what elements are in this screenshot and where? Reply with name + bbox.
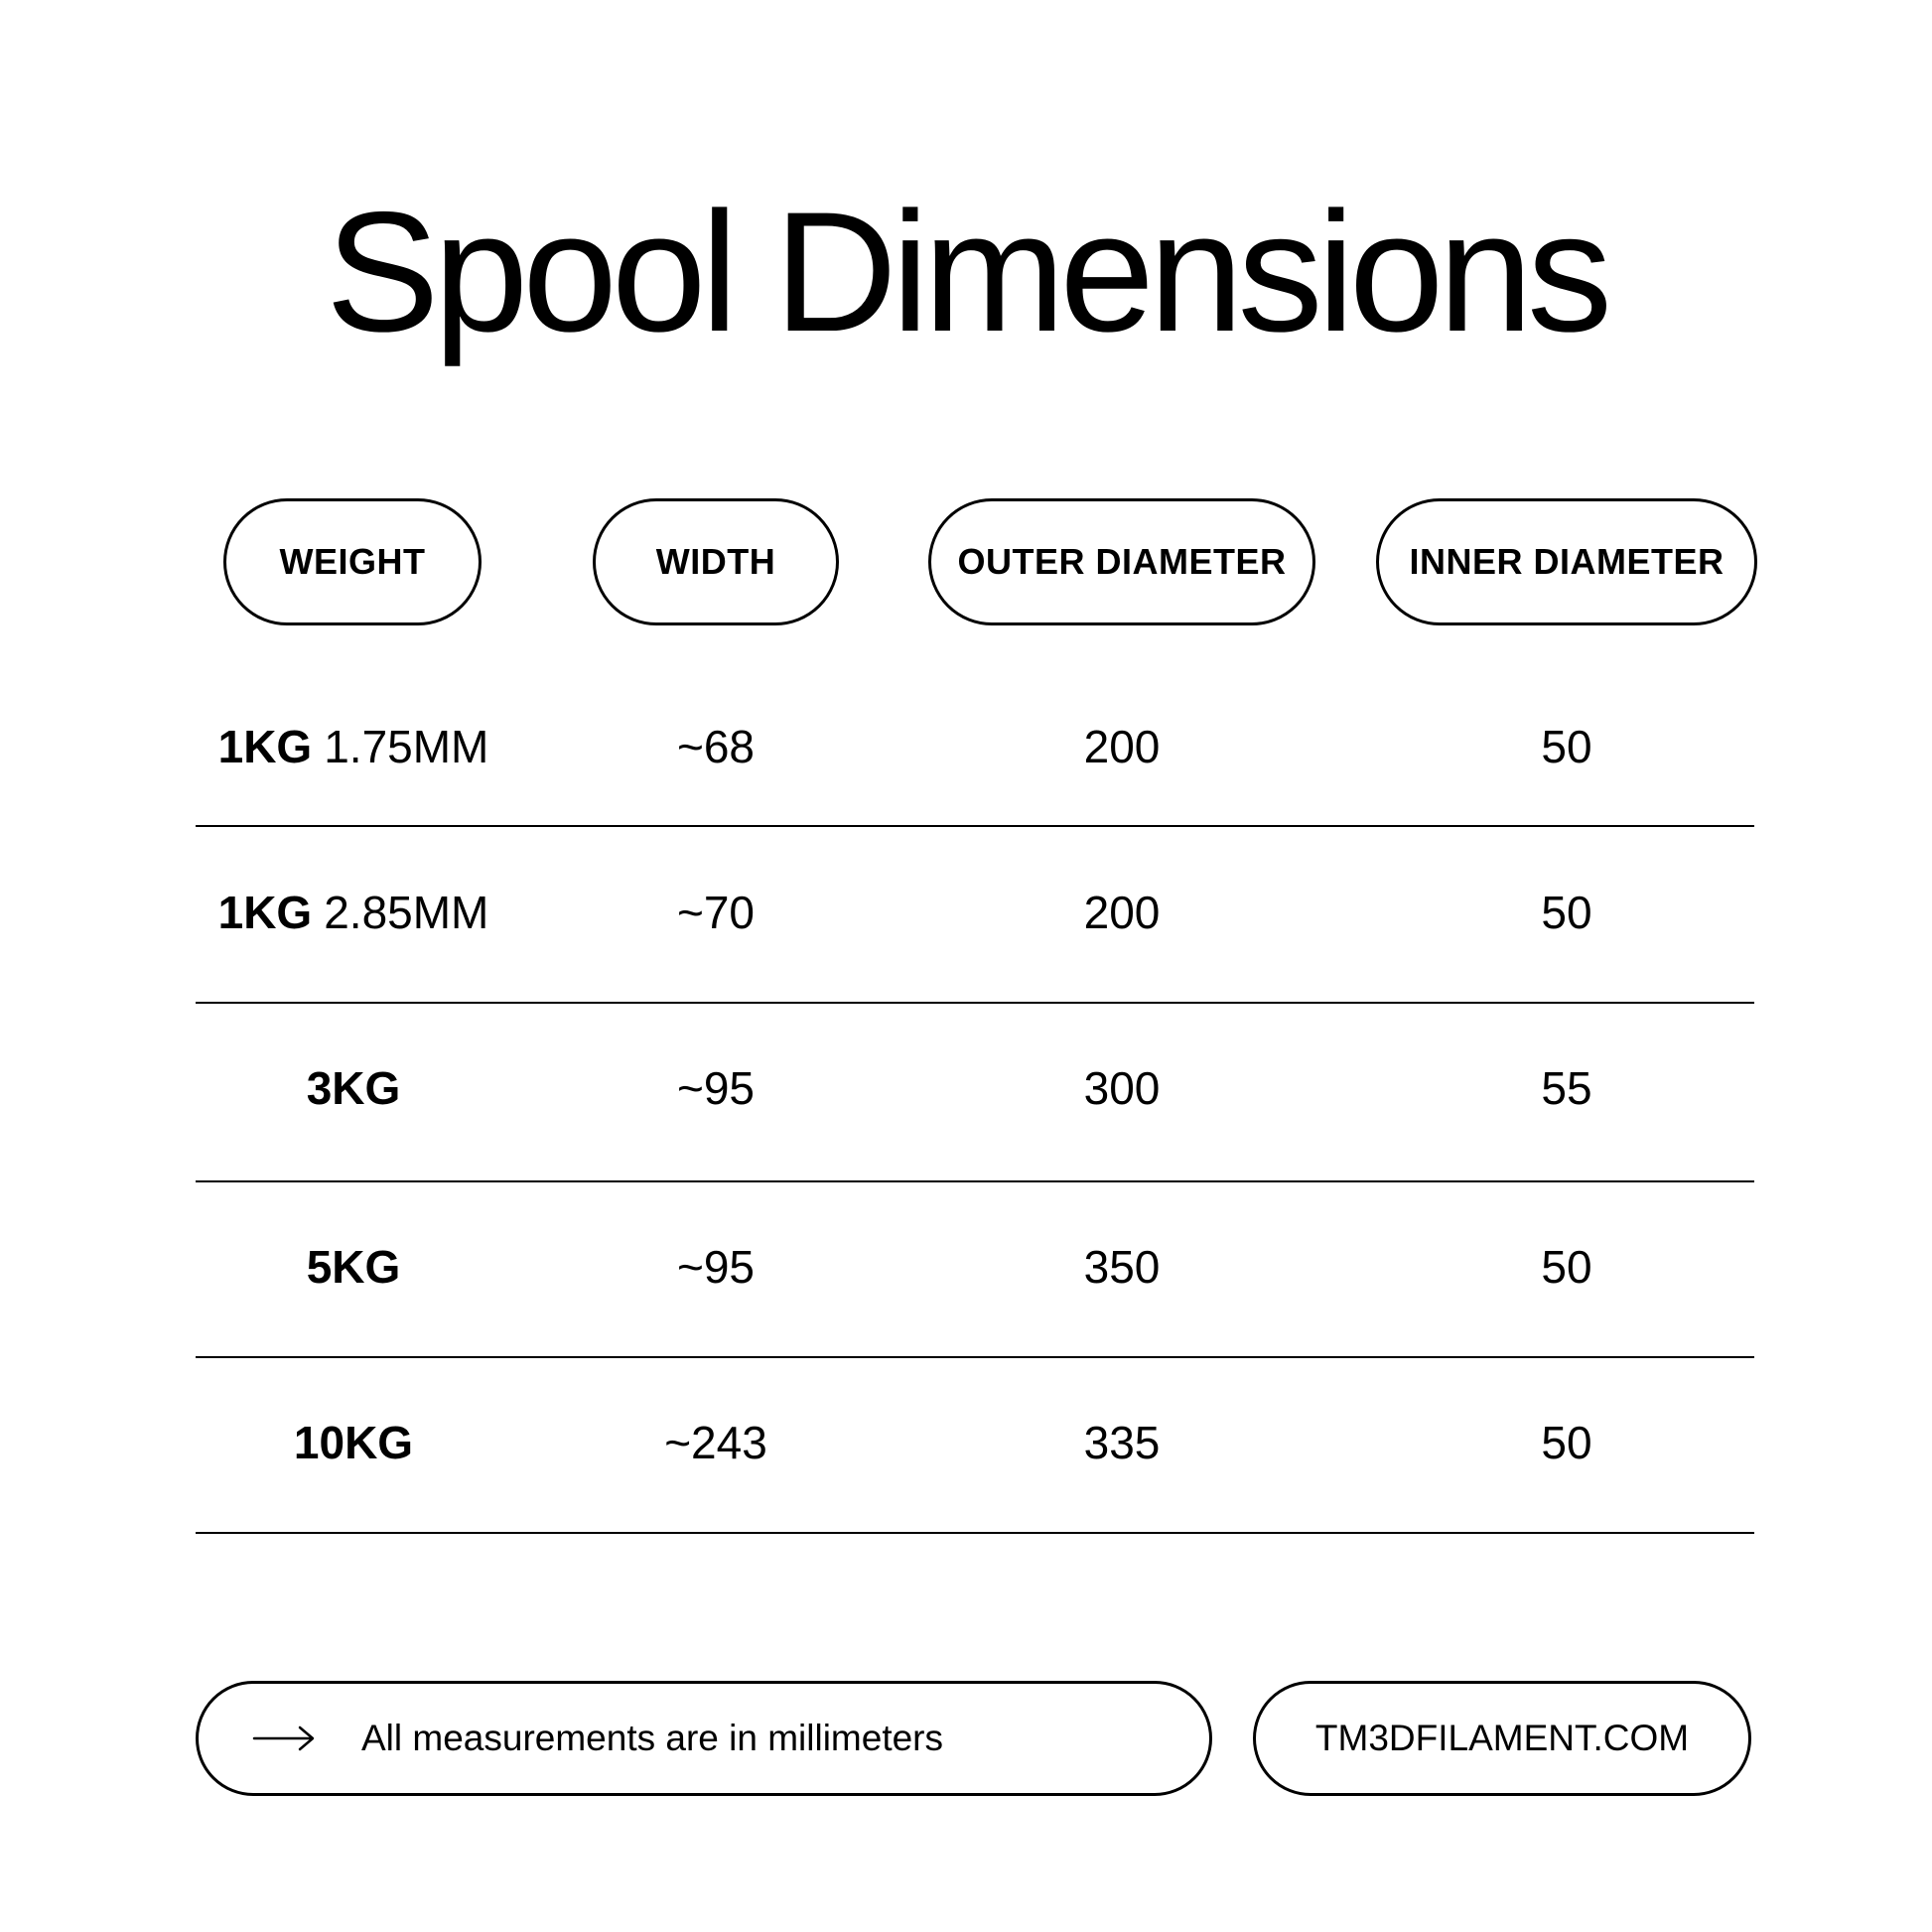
- header-outer-diameter: OUTER DIAMETER: [928, 498, 1315, 625]
- row-divider: [196, 825, 1754, 827]
- row-3-width: ~95: [676, 1062, 756, 1114]
- row-3-outer-diameter: 300: [1083, 1062, 1161, 1114]
- row-2-weight-gauge: 2.85MM: [324, 887, 489, 938]
- row-1-weight-value: 1KG: [217, 721, 313, 772]
- row-1-inner-diameter: 50: [1541, 721, 1592, 772]
- row-2-width: ~70: [676, 887, 756, 938]
- row-divider: [196, 1180, 1754, 1182]
- header-width: WIDTH: [593, 498, 839, 625]
- row-4-outer-diameter: 350: [1083, 1241, 1161, 1293]
- row-4-inner-diameter: 50: [1541, 1241, 1592, 1293]
- arrow-right-icon: [252, 1724, 316, 1753]
- row-2-weight-value: 1KG: [217, 887, 313, 938]
- row-2-outer-diameter: 200: [1083, 887, 1161, 938]
- row-5-weight-value: 10KG: [293, 1417, 414, 1468]
- row-2-weight: [196, 866, 511, 959]
- row-1-weight: [196, 700, 511, 793]
- website-link[interactable]: TM3DFILAMENT.COM: [1253, 1681, 1751, 1796]
- row-3-weight-value: 3KG: [306, 1062, 401, 1114]
- row-divider: [196, 1532, 1754, 1534]
- row-3-weight: [196, 1041, 511, 1135]
- row-4-width: ~95: [676, 1241, 756, 1293]
- row-1-width: ~68: [676, 721, 756, 772]
- row-2-inner-diameter: 50: [1541, 887, 1592, 938]
- row-5-weight: [196, 1396, 511, 1489]
- row-1-weight-gauge: 1.75MM: [324, 721, 489, 772]
- row-5-inner-diameter: 50: [1541, 1417, 1592, 1468]
- row-5-width: ~243: [664, 1417, 767, 1468]
- page-title: Spool Dimensions: [325, 177, 1607, 367]
- header-weight: WEIGHT: [223, 498, 482, 625]
- row-divider: [196, 1002, 1754, 1004]
- measurement-note: [196, 1681, 1212, 1796]
- header-inner-diameter: INNER DIAMETER: [1376, 498, 1757, 625]
- row-4-weight-value: 5KG: [306, 1241, 401, 1293]
- row-divider: [196, 1356, 1754, 1358]
- row-5-outer-diameter: 335: [1083, 1417, 1161, 1468]
- row-1-outer-diameter: 200: [1083, 721, 1161, 772]
- measurement-note-text: All measurements are in millimeters: [361, 1718, 944, 1758]
- row-4-weight: [196, 1220, 511, 1313]
- row-3-inner-diameter: 55: [1541, 1062, 1592, 1114]
